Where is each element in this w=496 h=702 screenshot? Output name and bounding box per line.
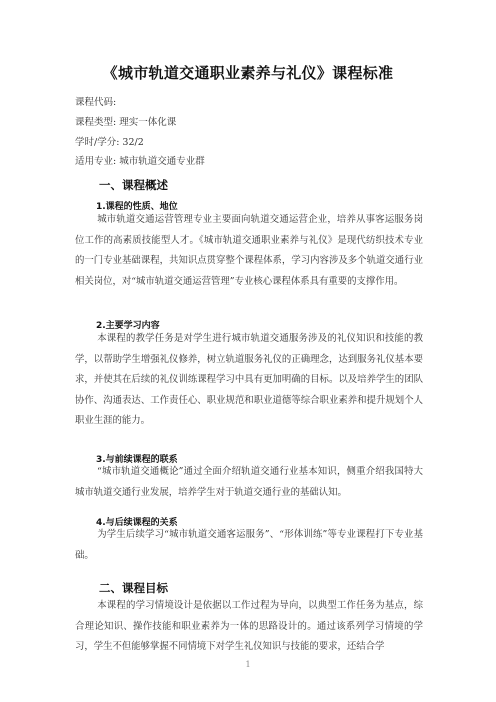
course-hours: 学时/学分: 32/2 — [75, 137, 144, 148]
paragraph-next-course — [75, 525, 423, 569]
subheading-nature: 1.课程的性质、地位 — [96, 202, 178, 212]
subheading-previous-course: 3.与前续课程的联系 — [96, 455, 178, 465]
paragraph-goals — [75, 596, 423, 658]
page-number: 1 — [245, 660, 251, 669]
subheading-next-course: 4.与后续课程的关系 — [96, 518, 178, 528]
course-type: 课程类型: 理实一体化课 — [75, 117, 177, 128]
paragraph-nature — [75, 210, 423, 310]
paragraph-previous-course — [75, 462, 423, 506]
paragraph-previous-course-text: “城市轨道交通概论”通过全面介绍轨道交通行业基本知识，侧重介绍我国特大城市轨道交通行业发展，培养学生对于轨道交通行业的基础认知。 — [75, 466, 423, 498]
paragraph-content — [75, 329, 423, 444]
paragraph-content-text: 本课程的教学任务是对学生进行城市轨道交通服务涉及的礼仪知识和技能的教学，以帮助学生增强礼仪修养，树立轨道服务礼仪的正确理念，达到服务礼仪基本要求，并使其在后续的礼仪训练课程学习中具有更加明确的目标。以及培养学生的团队协作、沟通表达、工作责任心、职业规范和职业道德等综合职业素养和提升规划个人职业生涯的能力。 — [75, 333, 423, 426]
section-heading-goals: 二、课程目标 — [99, 581, 168, 595]
section-heading-overview: 一、课程概述 — [99, 178, 168, 192]
document-title: 《城市轨道交通职业素养与礼仪》课程标准 — [102, 64, 394, 82]
course-code: 课程代码: — [75, 97, 117, 108]
subheading-content: 2.主要学习内容 — [96, 321, 160, 331]
course-major: 适用专业: 城市轨道交通专业群 — [75, 156, 205, 167]
paragraph-next-course-text: 为学生后续学习“城市轨道交通客运服务”、“形体训练”等专业课程打下专业基础。 — [75, 529, 423, 561]
paragraph-nature-text: 城市轨道交通运营管理专业主要面向轨道交通运营企业，培养从事客运服务岗位工作的高素质技能型人才。《城市轨道交通职业素养与礼仪》是现代纺织技术专业的一门专业基础课程，共知识点贯穿整个课程体系，学习内容涉及多个轨道交通行业相关岗位，对“城市轨道交通运营管理”专业核心课程体系具有重要的支撑作用。 — [75, 214, 423, 287]
paragraph-goals-text: 本课程的学习情境设计是依据以工作过程为导向，以典型工作任务为基点，综合理论知识、操作技能和职业素养为一体的思路设计的。通过该系列学习情境的学习，学生不但能够掌握不同情境下对学生礼仪知识与技能的要求，还结合学 — [75, 600, 423, 652]
